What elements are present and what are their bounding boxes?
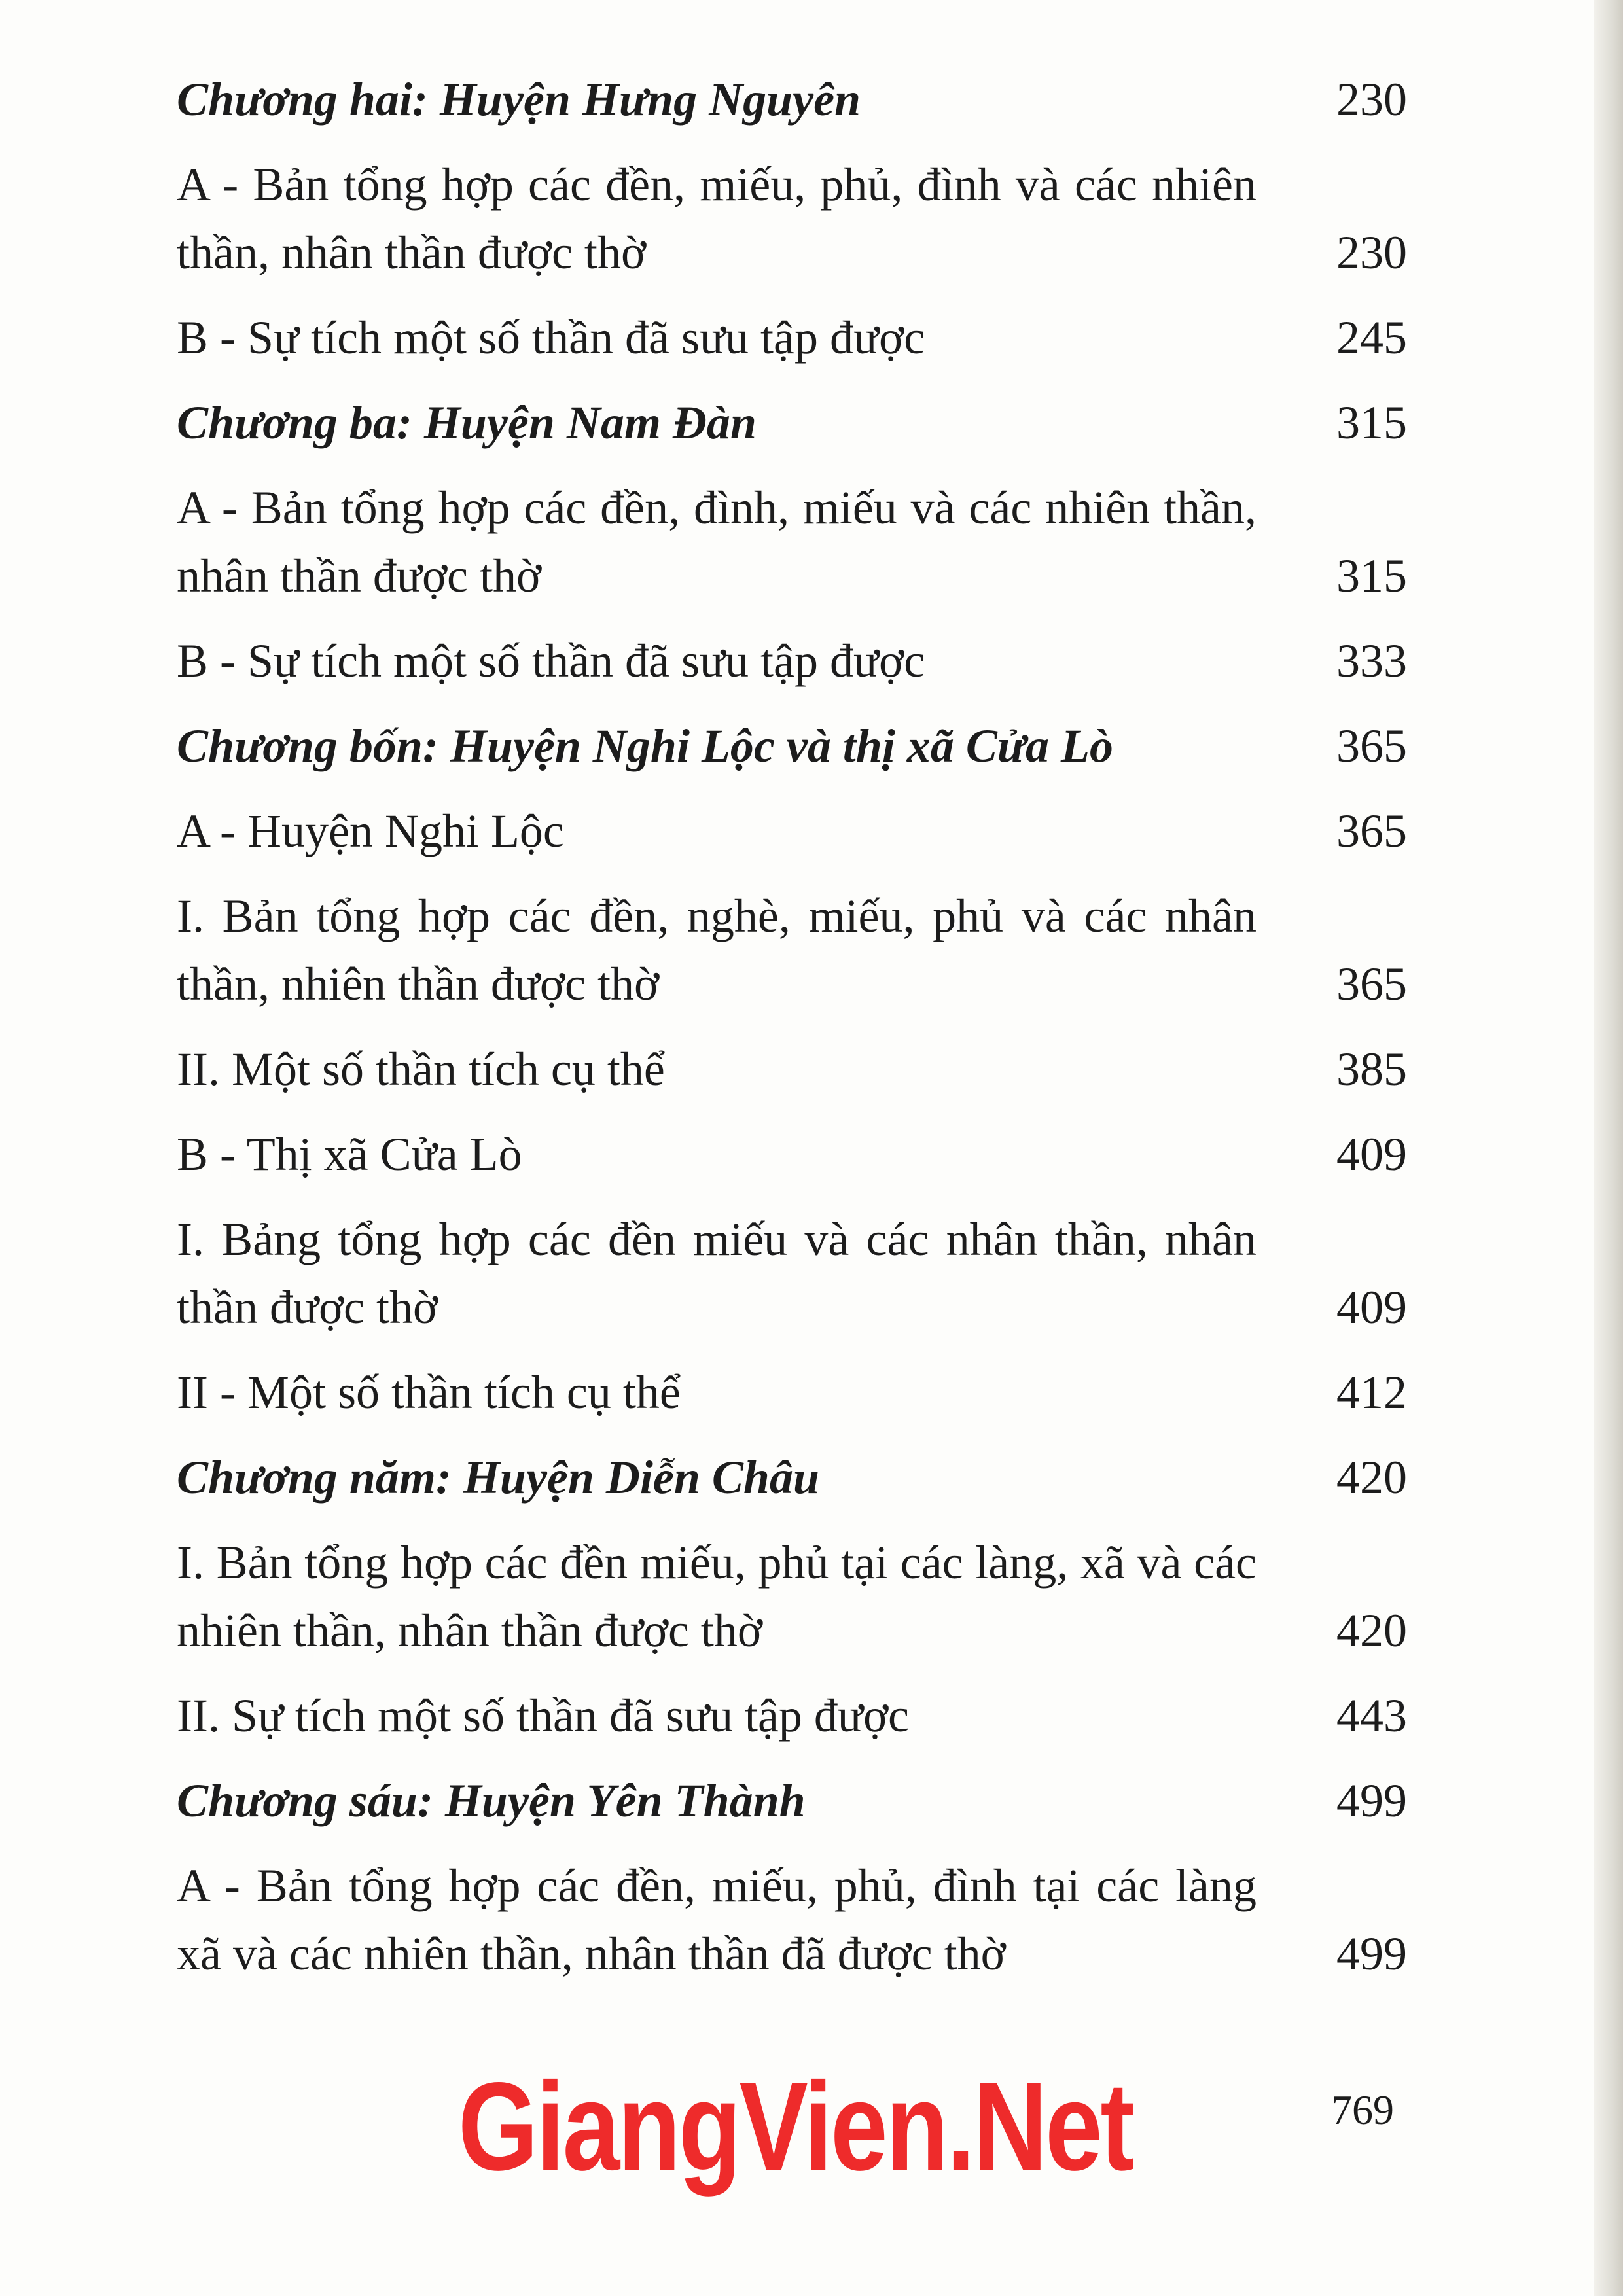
watermark-logo: GiangVien.Net (458, 2056, 1133, 2197)
toc-chapter-entry (177, 389, 1407, 457)
toc-entry-page: 365 (1336, 958, 1407, 1010)
toc-section-entry (177, 1358, 1407, 1426)
toc-entry-title: A - Bản tổng hợp các đền, miếu, phủ, đình tại các làng xã và các nhiên thần, nhân thần đã được thờ (177, 1860, 1257, 1980)
page-edge (1594, 0, 1623, 2296)
toc-chapter-entry (177, 65, 1407, 133)
toc-entry-page: 365 (1336, 720, 1407, 772)
toc-entry-page: 230 (1336, 226, 1407, 279)
toc-entry-page: 409 (1336, 1281, 1407, 1333)
toc-entry-title: B - Sự tích một số thần đã sưu tập được (177, 635, 925, 687)
toc-section-entry (177, 150, 1407, 287)
toc-entry-title: I. Bảng tổng hợp các đền miếu và các nhân thần, nhân thần được thờ (177, 1213, 1257, 1333)
toc-section-entry (177, 1528, 1407, 1665)
toc-entry-page: 499 (1336, 1928, 1407, 1980)
table-of-contents (177, 65, 1407, 2005)
toc-entry-title: A - Bản tổng hợp các đền, miếu, phủ, đình và các nhiên thần, nhân thần được thờ (177, 158, 1257, 279)
toc-section-entry (177, 882, 1407, 1018)
toc-entry-page: 412 (1336, 1366, 1407, 1419)
toc-section-entry (177, 797, 1407, 865)
toc-section-entry (177, 474, 1407, 610)
toc-chapter-entry (177, 1443, 1407, 1511)
toc-entry-title: Chương ba: Huyện Nam Đàn (177, 397, 757, 449)
toc-chapter-entry (177, 712, 1407, 780)
toc-entry-page: 385 (1336, 1043, 1407, 1095)
toc-entry-title: Chương bốn: Huyện Nghi Lộc và thị xã Cửa Lò (177, 720, 1114, 772)
toc-entry-title: Chương hai: Huyện Hưng Nguyên (177, 73, 861, 126)
toc-entry-title: B - Thị xã Cửa Lò (177, 1128, 522, 1180)
toc-entry-title: II - Một số thần tích cụ thể (177, 1366, 681, 1419)
toc-entry-title: Chương năm: Huyện Diễn Châu (177, 1451, 820, 1504)
toc-chapter-entry (177, 1767, 1407, 1835)
toc-entry-page: 333 (1336, 635, 1407, 687)
toc-entry-page: 409 (1336, 1128, 1407, 1180)
toc-section-entry (177, 1205, 1407, 1341)
toc-entry-title: A - Huyện Nghi Lộc (177, 805, 564, 857)
toc-entry-title: A - Bản tổng hợp các đền, đình, miếu và các nhiên thần, nhân thần được thờ (177, 482, 1257, 602)
toc-entry-page: 230 (1336, 73, 1407, 126)
toc-entry-page: 499 (1336, 1775, 1407, 1827)
toc-entry-title: B - Sự tích một số thần đã sưu tập được (177, 311, 925, 364)
toc-entry-title: II. Một số thần tích cụ thể (177, 1043, 665, 1095)
toc-entry-page: 315 (1336, 397, 1407, 449)
toc-entry-page: 365 (1336, 805, 1407, 857)
toc-section-entry (177, 1852, 1407, 1988)
toc-entry-title: Chương sáu: Huyện Yên Thành (177, 1775, 806, 1827)
toc-entry-page: 420 (1336, 1451, 1407, 1504)
toc-entry-title: I. Bản tổng hợp các đền, nghè, miếu, phủ và các nhân thần, nhiên thần được thờ (177, 890, 1257, 1010)
toc-section-entry (177, 1035, 1407, 1103)
toc-entry-page: 420 (1336, 1604, 1407, 1657)
toc-entry-title: II. Sự tích một số thần đã sưu tập được (177, 1689, 909, 1742)
toc-section-entry (177, 1682, 1407, 1750)
toc-entry-page: 245 (1336, 311, 1407, 364)
toc-section-entry (177, 1120, 1407, 1188)
toc-entry-title: I. Bản tổng hợp các đền miếu, phủ tại các làng, xã và các nhiên thần, nhân thần được thờ (177, 1536, 1257, 1657)
toc-section-entry (177, 627, 1407, 695)
page-number: 769 (1331, 2087, 1394, 2133)
toc-entry-page: 315 (1336, 550, 1407, 602)
toc-section-entry (177, 304, 1407, 372)
toc-entry-page: 443 (1336, 1689, 1407, 1742)
